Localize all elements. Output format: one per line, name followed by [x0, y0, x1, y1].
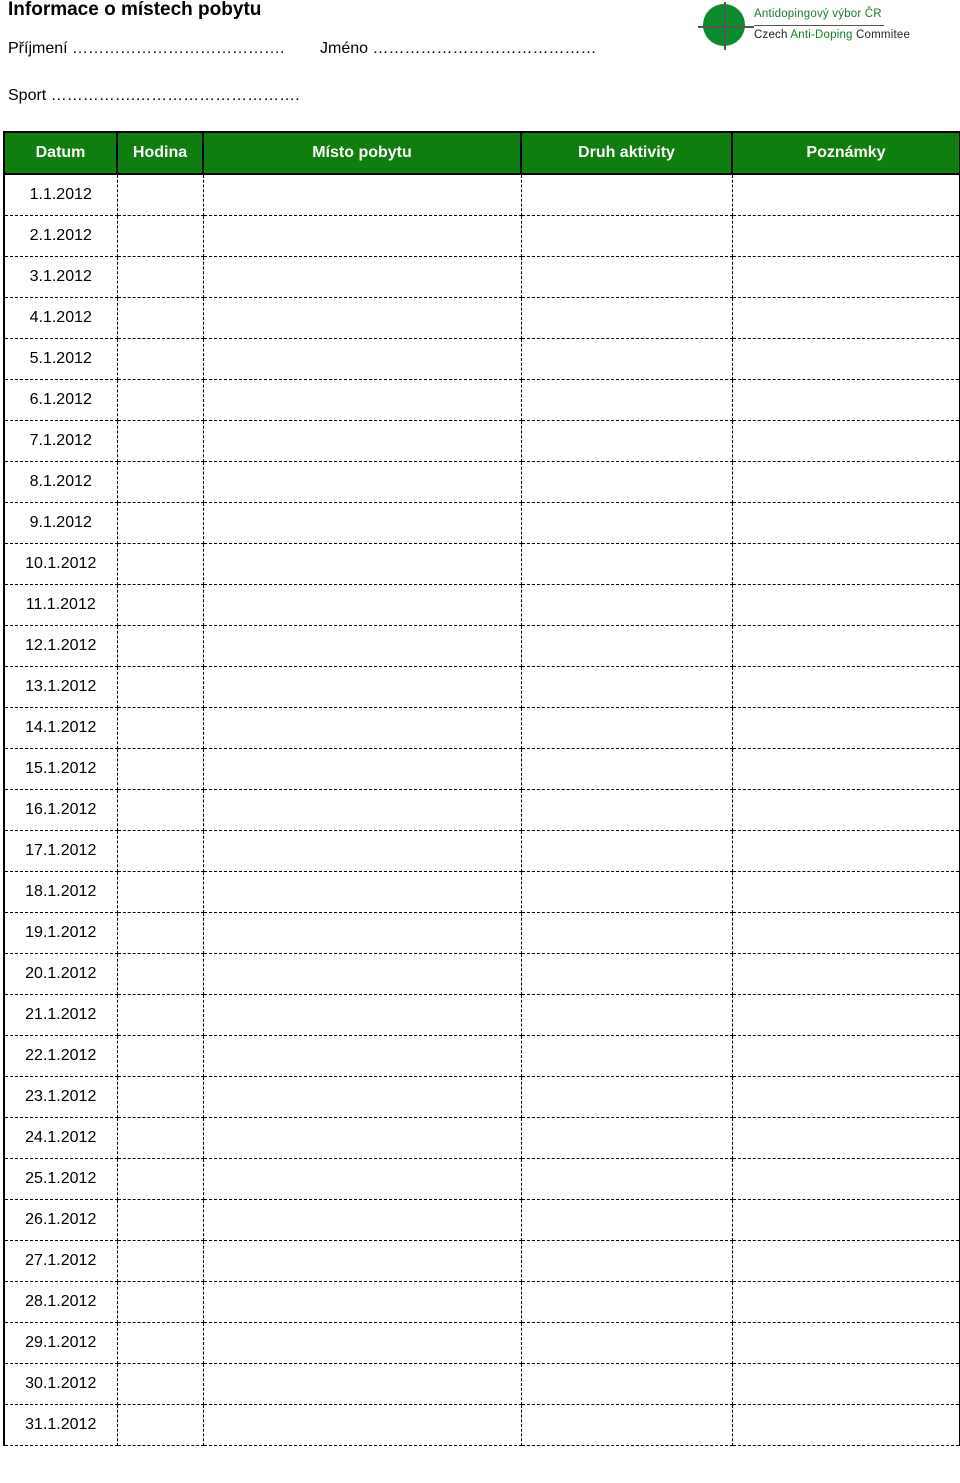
place-cell[interactable]: [203, 544, 521, 585]
notes-cell[interactable]: [732, 544, 960, 585]
header-poznamky: Poznámky: [732, 132, 960, 174]
hour-cell[interactable]: [117, 1405, 203, 1446]
hour-cell[interactable]: [117, 257, 203, 298]
table-row: [4, 913, 960, 954]
activity-cell[interactable]: [521, 298, 732, 339]
activity-cell[interactable]: [521, 1323, 732, 1364]
hour-cell[interactable]: [117, 1200, 203, 1241]
activity-cell[interactable]: [521, 1159, 732, 1200]
place-cell[interactable]: [203, 872, 521, 913]
notes-cell[interactable]: [732, 667, 960, 708]
place-cell[interactable]: [203, 1077, 521, 1118]
notes-cell[interactable]: [732, 872, 960, 913]
sport-field[interactable]: [8, 87, 300, 105]
header-datum: Datum: [4, 132, 117, 174]
date-cell: 18.1.2012: [4, 872, 117, 913]
hour-cell[interactable]: [117, 667, 203, 708]
activity-cell[interactable]: [521, 1077, 732, 1118]
table-row: [4, 257, 960, 298]
hour-cell[interactable]: [117, 380, 203, 421]
place-cell[interactable]: [203, 1159, 521, 1200]
table-row: [4, 831, 960, 872]
activity-cell[interactable]: [521, 667, 732, 708]
date-cell: 3.1.2012: [4, 257, 117, 298]
hour-cell[interactable]: [117, 749, 203, 790]
notes-cell[interactable]: [732, 174, 960, 216]
logo-text-czech: Antidopingový výbor ČR: [754, 8, 882, 20]
hour-cell[interactable]: [117, 1077, 203, 1118]
table-row: [4, 749, 960, 790]
notes-cell[interactable]: [732, 1241, 960, 1282]
page-title: Informace o místech pobytu: [8, 0, 262, 20]
activity-cell[interactable]: [521, 216, 732, 257]
surname-field[interactable]: [8, 40, 284, 58]
surname-value: ………………………………….: [72, 40, 285, 57]
notes-cell[interactable]: [732, 1282, 960, 1323]
place-cell[interactable]: [203, 667, 521, 708]
date-cell: 20.1.2012: [4, 954, 117, 995]
date-cell: 14.1.2012: [4, 708, 117, 749]
date-cell: 11.1.2012: [4, 585, 117, 626]
place-cell[interactable]: [203, 995, 521, 1036]
hour-cell[interactable]: [117, 954, 203, 995]
notes-cell[interactable]: [732, 462, 960, 503]
activity-cell[interactable]: [521, 380, 732, 421]
date-cell: 30.1.2012: [4, 1364, 117, 1405]
hour-cell[interactable]: [117, 1282, 203, 1323]
notes-cell[interactable]: [732, 790, 960, 831]
hour-cell[interactable]: [117, 872, 203, 913]
date-cell: 29.1.2012: [4, 1323, 117, 1364]
hour-cell[interactable]: [117, 790, 203, 831]
notes-cell[interactable]: [732, 421, 960, 462]
date-cell: 5.1.2012: [4, 339, 117, 380]
date-cell: 7.1.2012: [4, 421, 117, 462]
table-row: [4, 995, 960, 1036]
place-cell[interactable]: [203, 1405, 521, 1446]
activity-cell[interactable]: [521, 995, 732, 1036]
notes-cell[interactable]: [732, 257, 960, 298]
table-row: [4, 503, 960, 544]
hour-cell[interactable]: [117, 174, 203, 216]
table-row: [4, 1323, 960, 1364]
table-row: [4, 1077, 960, 1118]
date-cell: 1.1.2012: [4, 174, 117, 216]
hour-cell[interactable]: [117, 1118, 203, 1159]
hour-cell[interactable]: [117, 1241, 203, 1282]
table-row: [4, 1159, 960, 1200]
surname-label: Příjmení: [8, 40, 68, 57]
activity-cell[interactable]: [521, 421, 732, 462]
hour-cell[interactable]: [117, 1364, 203, 1405]
header-hodina: Hodina: [117, 132, 203, 174]
activity-cell[interactable]: [521, 1282, 732, 1323]
date-cell: 15.1.2012: [4, 749, 117, 790]
notes-cell[interactable]: [732, 503, 960, 544]
sport-value: …………….………………………….: [50, 87, 300, 104]
hour-cell[interactable]: [117, 462, 203, 503]
activity-cell[interactable]: [521, 790, 732, 831]
activity-cell[interactable]: [521, 913, 732, 954]
place-cell[interactable]: [203, 954, 521, 995]
activity-cell[interactable]: [521, 257, 732, 298]
notes-cell[interactable]: [732, 913, 960, 954]
notes-cell[interactable]: [732, 995, 960, 1036]
date-cell: 25.1.2012: [4, 1159, 117, 1200]
activity-cell[interactable]: [521, 1364, 732, 1405]
date-cell: 27.1.2012: [4, 1241, 117, 1282]
place-cell[interactable]: [203, 626, 521, 667]
place-cell[interactable]: [203, 503, 521, 544]
table-row: [4, 421, 960, 462]
place-cell[interactable]: [203, 1036, 521, 1077]
place-cell[interactable]: [203, 585, 521, 626]
hour-cell[interactable]: [117, 585, 203, 626]
place-cell[interactable]: [203, 1241, 521, 1282]
hour-cell[interactable]: [117, 1159, 203, 1200]
name-field[interactable]: [320, 40, 596, 58]
date-cell: 23.1.2012: [4, 1077, 117, 1118]
table-row: [4, 216, 960, 257]
notes-cell[interactable]: [732, 1118, 960, 1159]
table-row: [4, 1036, 960, 1077]
notes-cell[interactable]: [732, 626, 960, 667]
date-cell: 4.1.2012: [4, 298, 117, 339]
whereabouts-table: [3, 131, 960, 1446]
table-row: [4, 339, 960, 380]
place-cell[interactable]: [203, 380, 521, 421]
hour-cell[interactable]: [117, 1323, 203, 1364]
activity-cell[interactable]: [521, 1200, 732, 1241]
place-cell[interactable]: [203, 1323, 521, 1364]
notes-cell[interactable]: [732, 216, 960, 257]
place-cell[interactable]: [203, 174, 521, 216]
notes-cell[interactable]: [732, 831, 960, 872]
table-row: [4, 380, 960, 421]
activity-cell[interactable]: [521, 1118, 732, 1159]
table-row: [4, 1364, 960, 1405]
activity-cell[interactable]: [521, 503, 732, 544]
hour-cell[interactable]: [117, 626, 203, 667]
activity-cell[interactable]: [521, 1036, 732, 1077]
date-cell: 22.1.2012: [4, 1036, 117, 1077]
date-cell: 2.1.2012: [4, 216, 117, 257]
activity-cell[interactable]: [521, 626, 732, 667]
table-row: [4, 298, 960, 339]
activity-cell[interactable]: [521, 462, 732, 503]
date-cell: 19.1.2012: [4, 913, 117, 954]
place-cell[interactable]: [203, 462, 521, 503]
activity-cell[interactable]: [521, 174, 732, 216]
table-row: [4, 626, 960, 667]
notes-cell[interactable]: [732, 1159, 960, 1200]
hour-cell[interactable]: [117, 1036, 203, 1077]
activity-cell[interactable]: [521, 544, 732, 585]
table-row: [4, 708, 960, 749]
date-cell: 17.1.2012: [4, 831, 117, 872]
table-row: [4, 462, 960, 503]
place-cell[interactable]: [203, 831, 521, 872]
activity-cell[interactable]: [521, 1241, 732, 1282]
date-cell: 10.1.2012: [4, 544, 117, 585]
activity-cell[interactable]: [521, 339, 732, 380]
place-cell[interactable]: [203, 421, 521, 462]
table-row: [4, 174, 960, 216]
notes-cell[interactable]: [732, 1364, 960, 1405]
notes-cell[interactable]: [732, 380, 960, 421]
date-cell: 12.1.2012: [4, 626, 117, 667]
place-cell[interactable]: [203, 216, 521, 257]
hour-cell[interactable]: [117, 995, 203, 1036]
date-cell: 9.1.2012: [4, 503, 117, 544]
notes-cell[interactable]: [732, 1077, 960, 1118]
place-cell[interactable]: [203, 708, 521, 749]
hour-cell[interactable]: [117, 913, 203, 954]
sport-label: Sport: [8, 87, 47, 104]
hour-cell[interactable]: [117, 544, 203, 585]
place-cell[interactable]: [203, 1118, 521, 1159]
table-row: [4, 667, 960, 708]
notes-cell[interactable]: [732, 339, 960, 380]
table-row: [4, 1241, 960, 1282]
activity-cell[interactable]: [521, 872, 732, 913]
notes-cell[interactable]: [732, 1405, 960, 1446]
date-cell: 6.1.2012: [4, 380, 117, 421]
place-cell[interactable]: [203, 790, 521, 831]
date-cell: 8.1.2012: [4, 462, 117, 503]
name-value: ……………………………………: [372, 40, 597, 57]
activity-cell[interactable]: [521, 831, 732, 872]
activity-cell[interactable]: [521, 749, 732, 790]
table-row: [4, 1282, 960, 1323]
hour-cell[interactable]: [117, 421, 203, 462]
table-row: [4, 1200, 960, 1241]
table-row: [4, 585, 960, 626]
activity-cell[interactable]: [521, 954, 732, 995]
activity-cell[interactable]: [521, 1405, 732, 1446]
date-cell: 28.1.2012: [4, 1282, 117, 1323]
date-cell: 13.1.2012: [4, 667, 117, 708]
place-cell[interactable]: [203, 913, 521, 954]
hour-cell[interactable]: [117, 339, 203, 380]
notes-cell[interactable]: [732, 708, 960, 749]
name-label: Jméno: [320, 40, 369, 57]
table-row: [4, 872, 960, 913]
hour-cell[interactable]: [117, 503, 203, 544]
antidoping-logo: [698, 2, 948, 50]
date-cell: 24.1.2012: [4, 1118, 117, 1159]
logo-text-english: Czech Anti-Doping Commitee: [754, 29, 911, 41]
notes-cell[interactable]: [732, 298, 960, 339]
notes-cell[interactable]: [732, 1200, 960, 1241]
table-row: [4, 954, 960, 995]
place-cell[interactable]: [203, 298, 521, 339]
hour-cell[interactable]: [117, 298, 203, 339]
header-druh-aktivity: Druh aktivity: [521, 132, 732, 174]
notes-cell[interactable]: [732, 1036, 960, 1077]
hour-cell[interactable]: [117, 831, 203, 872]
place-cell[interactable]: [203, 1282, 521, 1323]
notes-cell[interactable]: [732, 954, 960, 995]
place-cell[interactable]: [203, 1200, 521, 1241]
activity-cell[interactable]: [521, 585, 732, 626]
date-cell: 26.1.2012: [4, 1200, 117, 1241]
date-cell: 21.1.2012: [4, 995, 117, 1036]
hour-cell[interactable]: [117, 708, 203, 749]
date-cell: 16.1.2012: [4, 790, 117, 831]
notes-cell[interactable]: [732, 749, 960, 790]
date-cell: 31.1.2012: [4, 1405, 117, 1446]
place-cell[interactable]: [203, 257, 521, 298]
place-cell[interactable]: [203, 339, 521, 380]
hour-cell[interactable]: [117, 216, 203, 257]
activity-cell[interactable]: [521, 708, 732, 749]
place-cell[interactable]: [203, 1364, 521, 1405]
header-misto-pobytu: Místo pobytu: [203, 132, 521, 174]
table-row: [4, 790, 960, 831]
table-body: [4, 174, 960, 1446]
place-cell[interactable]: [203, 749, 521, 790]
table-header-row: [4, 132, 960, 174]
notes-cell[interactable]: [732, 585, 960, 626]
notes-cell[interactable]: [732, 1323, 960, 1364]
table-row: [4, 544, 960, 585]
table-row: [4, 1118, 960, 1159]
table-row: [4, 1405, 960, 1446]
